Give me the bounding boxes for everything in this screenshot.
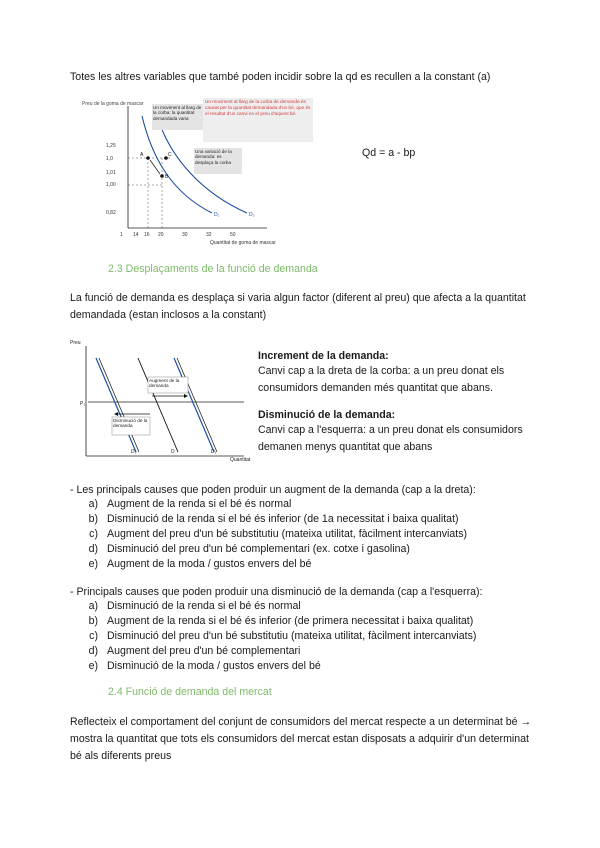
fig1-note-shift [195, 149, 241, 173]
section-2-4-text: Reflecteix el comportament del conjunt de consumidors del mercat respecte a un determinat bé → mostra la quantitat que tots els consumidors del mercat estan disposats a adquirir d'un determinat bé als diferents preus [70, 716, 532, 762]
section-2-4-title: 2.4 Funció de demanda del mercat [108, 686, 272, 698]
list-marker: d) [88, 543, 98, 555]
fig1-note-shift-text: Una variació de la demanda: es desplaça la corba [195, 149, 232, 165]
list-marker: d) [88, 645, 98, 657]
fig2-curve-label: D [171, 449, 175, 455]
list-text: Disminució del preu d'un bé complementari (ex. cotxe i gasolina) [107, 543, 410, 555]
fig1-xtick: 32 [206, 232, 212, 238]
list-marker: a) [88, 600, 98, 612]
fig1-xtick: 50 [230, 232, 236, 238]
decrease-causes-list [70, 599, 476, 674]
fig2-curve-d2-edge [99, 358, 139, 452]
fig1-red-note [205, 99, 312, 141]
list-marker: b) [88, 615, 98, 627]
list-text: Disminució de la moda / gustos envers del bé [107, 660, 321, 672]
intro-line: Totes les altres variables que també poden incidir sobre la qd es recullen a la constant (a) [70, 71, 491, 83]
fig1-xtick: 30 [182, 232, 188, 238]
fig2-price-label: P₁ [80, 401, 86, 407]
fig2-curve-d2 [96, 358, 136, 452]
list-text: Disminució de la renda si el bé és normal [107, 600, 301, 612]
fig1-ytick: 1,00 [106, 182, 116, 188]
fig2-increase-text: Augment de la demanda [149, 378, 180, 389]
list-item [70, 497, 467, 512]
decrement-text: Canvi cap a l'esquerra: a un preu donat els consumidors demanen menys quantitat que abans [258, 424, 523, 453]
list-marker: e) [88, 660, 98, 672]
fig1-note-movement [153, 105, 203, 129]
increase-causes-intro: - Les principals causes que poden produir un augment de la demanda (cap a la dreta): [70, 484, 476, 496]
increment-title: Increment de la demanda: [258, 350, 389, 362]
decrease-causes-intro: - Principals causes que poden produir una disminució de la demanda (cap a l'esquerra): [70, 586, 483, 598]
fig1-ytick: 1,0 [106, 156, 113, 162]
decrement-title: Disminució de la demanda: [258, 409, 396, 421]
increase-causes-list [70, 497, 467, 572]
fig2-xlabel: Quantitat [230, 457, 251, 463]
fig1-point-label: B [165, 174, 169, 180]
demand-shift-figure [68, 336, 258, 464]
list-text: Augment del preu d'un bé complementari [107, 645, 301, 657]
fig1-note-movement-text: Un moviment al llarg de la corba: la quantitat demandada varia [153, 105, 202, 121]
fig1-curve-label: D₂ [249, 212, 255, 218]
list-text: Augment de la moda / gustos envers del bé [107, 558, 312, 570]
fig1-ytick: 1,01 [106, 170, 116, 176]
list-item [70, 659, 476, 674]
fig2-curve-d1 [174, 358, 214, 452]
list-item [70, 599, 476, 614]
list-item [70, 557, 467, 572]
list-marker: c) [89, 630, 98, 642]
fig1-curve-label: D₁ [214, 212, 220, 218]
demand-movement-figure [82, 98, 314, 248]
fig2-curve-d1-edge [177, 358, 217, 452]
fig1-xtick: 14 [133, 232, 139, 238]
list-item [70, 629, 476, 644]
fig1-point-label: C [168, 152, 172, 158]
list-marker: b) [88, 513, 98, 525]
demand-formula: Qd = a - bp [362, 147, 416, 159]
fig2-increase-label [149, 378, 187, 392]
fig1-ytick: 1,25 [106, 143, 116, 149]
list-item [70, 512, 467, 527]
fig1-arrow [150, 160, 160, 174]
fig1-xlabel: Quantitat de goma de mascar [210, 240, 276, 246]
section-2-3-title: 2.3 Desplaçaments de la funció de demanda [108, 263, 318, 275]
list-text: Disminució del preu d'un bé substitutiu (mateixa utilitat, fàcilment intercanviats) [107, 630, 477, 642]
fig2-curve-d [138, 358, 178, 452]
fig1-xtick: 1 [120, 232, 123, 238]
fig1-xtick: 20 [158, 232, 164, 238]
list-item [70, 644, 476, 659]
fig1-point-a [146, 156, 150, 160]
list-text: Augment de la renda si el bé és normal [107, 498, 292, 510]
fig1-xtick: 16 [144, 232, 150, 238]
fig2-ylabel: Preu [70, 340, 81, 346]
list-marker: c) [89, 528, 98, 540]
list-item [70, 542, 467, 557]
list-marker: a) [88, 498, 98, 510]
fig1-red-note-text: Un moviment al llarg de la corba de demanda és causat per la quantitat demandada d'un bé, que és el resultat d'un canvi en el preu d'aquest bé. [205, 99, 311, 116]
fig1-point-b [160, 174, 164, 178]
list-text: Augment del preu d'un bé substitutiu (mateixa utilitat, fàcilment intercanviats) [107, 528, 468, 540]
section-2-3-text: La funció de demanda es desplaça si varia algun factor (diferent al preu) que afecta a la quantitat demandada (estan inclosos a la constant) [70, 292, 526, 321]
fig1-point-label: A [140, 152, 144, 158]
fig2-curve-label: D₂ [131, 449, 137, 455]
fig2-decrease-label [113, 418, 149, 434]
fig2-decrease-text: Disminució de la demanda [113, 418, 148, 429]
list-text: Augment de la renda si el bé és inferior (de primera necessitat i baixa qualitat) [107, 615, 474, 627]
fig2-arrow-left-head [114, 412, 118, 416]
fig1-ytick: 0,82 [106, 210, 116, 216]
list-text: Disminució de la renda si el bé és inferior (de 1a necessitat i baixa qualitat) [107, 513, 459, 525]
fig2-curve-label: D₁ [211, 449, 217, 455]
fig1-ylabel: Preu de la goma de mascar [82, 101, 144, 107]
fig2-arrow-right-head [184, 394, 188, 398]
list-marker: e) [88, 558, 98, 570]
list-item [70, 527, 467, 542]
list-item [70, 614, 476, 629]
increment-text: Canvi cap a la dreta de la corba: a un preu donat els consumidors demanden més quantitat que abans. [258, 365, 505, 394]
